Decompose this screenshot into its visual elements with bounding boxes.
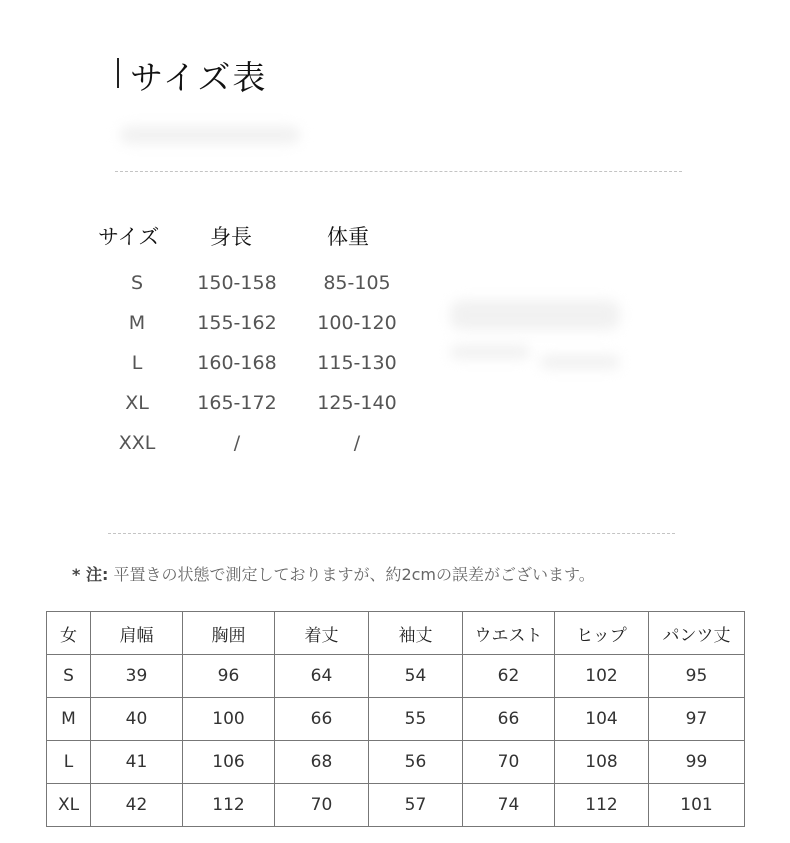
table-cell: S: [47, 655, 91, 698]
measurement-table: [46, 611, 745, 827]
table-cell: 57: [369, 784, 463, 827]
title-divider: [117, 58, 119, 88]
blurred-artifact: [120, 126, 300, 144]
table-row: [47, 698, 745, 741]
height-value: 150-158: [197, 272, 277, 294]
column-header-size: サイズ: [98, 225, 160, 249]
table-cell: 96: [183, 655, 275, 698]
table-cell: L: [47, 741, 91, 784]
header-cell-length: 着丈: [275, 612, 369, 655]
size-label: M: [128, 312, 146, 334]
table-header-row: [47, 612, 745, 655]
table-cell: 66: [463, 698, 555, 741]
blurred-artifact: [450, 300, 620, 330]
table-cell: 106: [183, 741, 275, 784]
table-row: [47, 741, 745, 784]
header-cell-chest: 胸囲: [183, 612, 275, 655]
table-cell: 74: [463, 784, 555, 827]
weight-value: /: [353, 432, 361, 454]
table-cell: 56: [369, 741, 463, 784]
column-header-weight: 体重: [327, 225, 369, 249]
table-cell: 100: [183, 698, 275, 741]
table-cell: 104: [555, 698, 649, 741]
height-value: 165-172: [197, 392, 277, 414]
table-cell: 39: [91, 655, 183, 698]
table-cell: 41: [91, 741, 183, 784]
weight-value: 100-120: [317, 312, 397, 334]
table-cell: 101: [649, 784, 745, 827]
note-text: 平置きの状態で測定しておりますが、約2cmの誤差がございます。: [113, 565, 595, 584]
table-row: [47, 655, 745, 698]
header-cell-pants-length: パンツ丈: [649, 612, 745, 655]
table-cell: 54: [369, 655, 463, 698]
page-title: サイズ表: [130, 58, 268, 97]
table-row: [47, 784, 745, 827]
table-cell: XL: [47, 784, 91, 827]
table-cell: 42: [91, 784, 183, 827]
table-cell: 70: [275, 784, 369, 827]
note-label: * 注:: [72, 565, 109, 584]
header-cell-gender: 女: [47, 612, 91, 655]
height-value: 160-168: [197, 352, 277, 374]
header-cell-hip: ヒップ: [555, 612, 649, 655]
blurred-artifact: [450, 345, 530, 359]
dashed-divider: [108, 533, 675, 534]
weight-value: 125-140: [317, 392, 397, 414]
header-cell-shoulder: 肩幅: [91, 612, 183, 655]
size-label: L: [131, 352, 143, 374]
table-cell: 108: [555, 741, 649, 784]
table-cell: 55: [369, 698, 463, 741]
table-cell: M: [47, 698, 91, 741]
height-value: /: [233, 432, 241, 454]
table-cell: 66: [275, 698, 369, 741]
height-value: 155-162: [197, 312, 277, 334]
table-cell: 64: [275, 655, 369, 698]
table-cell: 97: [649, 698, 745, 741]
column-header-height: 身長: [210, 225, 252, 249]
header-cell-sleeve: 袖丈: [369, 612, 463, 655]
dashed-divider: [115, 171, 682, 172]
table-cell: 112: [183, 784, 275, 827]
table-cell: 68: [275, 741, 369, 784]
size-label: XL: [125, 392, 149, 414]
table-cell: 70: [463, 741, 555, 784]
header-cell-waist: ウエスト: [463, 612, 555, 655]
table-cell: 40: [91, 698, 183, 741]
table-cell: 95: [649, 655, 745, 698]
table-cell: 112: [555, 784, 649, 827]
blurred-artifact: [540, 355, 620, 369]
table-cell: 102: [555, 655, 649, 698]
size-label: S: [130, 272, 144, 294]
size-label: XXL: [118, 432, 156, 454]
measurement-note: [72, 562, 595, 585]
table-cell: 62: [463, 655, 555, 698]
table-cell: 99: [649, 741, 745, 784]
weight-value: 115-130: [317, 352, 397, 374]
weight-value: 85-105: [323, 272, 391, 294]
